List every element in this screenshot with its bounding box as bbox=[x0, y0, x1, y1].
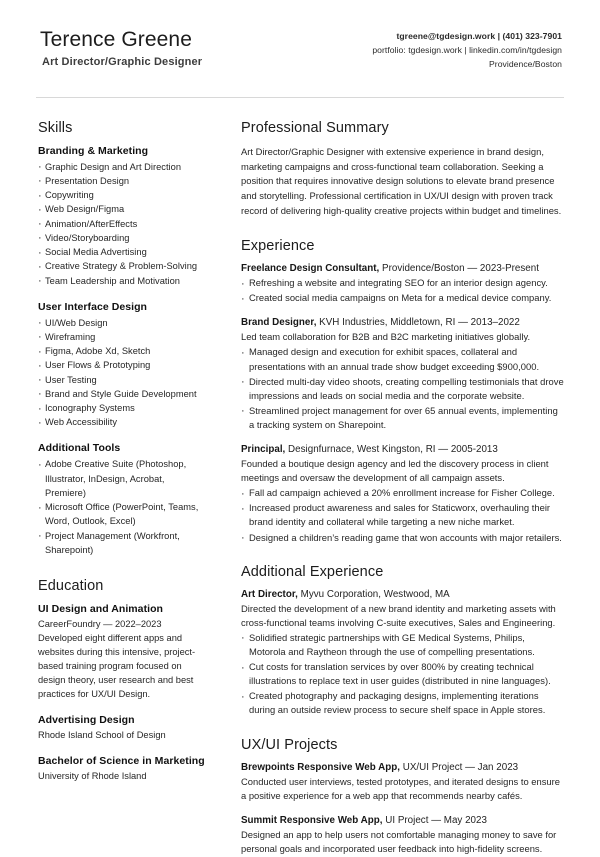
education-degree: UI Design and Animation bbox=[38, 603, 164, 616]
education-meta: CareerFoundry — 2022–2023 bbox=[38, 619, 162, 630]
experience-entry bbox=[241, 317, 564, 432]
list-item: · Figma, Adobe Xd, Sketch bbox=[38, 344, 206, 358]
list-item: · Microsoft Office (PowerPoint, Teams, Word, Outlook, Excel) bbox=[38, 500, 206, 528]
header-divider bbox=[36, 97, 564, 98]
summary-heading: Professional Summary bbox=[241, 119, 389, 136]
entry-lead: Designed an app to help users not comfortable managing money to save for personal goals and incorporated user feedback into high-fidelity screens. bbox=[241, 828, 557, 854]
education-degree: Bachelor of Science in Marketing bbox=[38, 754, 205, 767]
list-item: · Social Media Advertising bbox=[38, 245, 206, 259]
contact-block bbox=[372, 26, 562, 72]
entry-meta: KVH Industries, Middletown, RI — 2013–2022 bbox=[316, 317, 520, 329]
list-item: · User Testing bbox=[38, 373, 206, 387]
list-item: · Iconography Systems bbox=[38, 401, 206, 415]
entry-bullets bbox=[241, 345, 564, 432]
entry-role: Brewpoints Responsive Web App, bbox=[241, 761, 401, 773]
left-column bbox=[38, 120, 218, 857]
education-meta: Rhode Island School of Design bbox=[38, 729, 166, 740]
list-item: · Animation/AfterEffects bbox=[38, 217, 206, 231]
entry-heading bbox=[241, 589, 564, 600]
education-meta: University of Rhode Island bbox=[38, 770, 147, 781]
skills-group bbox=[38, 301, 206, 430]
list-item: · Increased product awareness and sales for Staticworx, overhauling their brand identity and collateral while targeting a new niche market. bbox=[241, 501, 564, 529]
entry-role: Summit Responsive Web App, bbox=[241, 814, 383, 826]
list-item: · Team Leadership and Motivation bbox=[38, 274, 206, 288]
list-item: · Copywriting bbox=[38, 188, 206, 202]
skills-group-title: Branding & Marketing bbox=[38, 144, 149, 157]
contact-portfolio-linkedin[interactable]: portfolio: tgdesign.work | linkedin.com/in/tgdesign bbox=[372, 44, 562, 55]
entry-lead: Conducted user interviews, tested prototypes, and iterated designs to ensure a positive experience for a web app that recommends nearby cafés. bbox=[241, 775, 560, 801]
entry-lead: Founded a boutique design agency and led the discovery process in client meetings and oversaw the development of all campaign assets. bbox=[241, 458, 549, 484]
list-item: · Brand and Style Guide Development bbox=[38, 387, 206, 401]
skills-group bbox=[38, 145, 206, 288]
education-description: Developed eight different apps and websites during this intensive, project-based training program focused on design theory, user research and best practices for UX/UI Design. bbox=[38, 632, 196, 699]
right-column bbox=[218, 120, 564, 857]
list-item: · Designed a children’s reading game that won accounts with major retailers. bbox=[241, 531, 564, 545]
experience-entry bbox=[241, 263, 564, 305]
entry-lead: Led team collaboration for B2B and B2C marketing initiatives globally. bbox=[241, 331, 531, 343]
resume-columns bbox=[30, 120, 570, 857]
experience-heading: Experience bbox=[241, 238, 315, 255]
section-experience bbox=[241, 238, 564, 545]
entry-meta: UX/UI Project — Jan 2023 bbox=[400, 761, 519, 773]
list-item: · Solidified strategic partnerships with GE Medical Systems, Philips, Motorola and Raytheon through the use of compelling presentations. bbox=[241, 631, 564, 659]
skills-groups bbox=[38, 145, 206, 557]
entry-heading bbox=[241, 317, 564, 328]
list-item: · Created photography and packaging designs, implementing iterations during an outside review process to secure shelf space in Apple stores. bbox=[241, 689, 564, 717]
list-item: · Graphic Design and Art Direction bbox=[38, 160, 206, 174]
experience-entries bbox=[241, 263, 564, 545]
list-item: · Wireframing bbox=[38, 330, 206, 344]
section-uxui-projects bbox=[241, 737, 564, 856]
entry-meta: Myvu Corporation, Westwood, MA bbox=[297, 588, 450, 600]
list-item: · Directed multi-day video shoots, creating compelling testimonials that drove impressions and leads on social media and the corporate website. bbox=[241, 375, 564, 403]
projects-heading: UX/UI Projects bbox=[241, 736, 338, 753]
entry-meta: UI Project — May 2023 bbox=[382, 814, 487, 826]
entry-role: Freelance Design Consultant, bbox=[241, 263, 380, 275]
summary-text: Art Director/Graphic Designer with extensive experience in brand design, marketing campaigns and cross-functional team collaboration. Seeking a position that requires innovative design solutions to elevate brand presence and storytelling. Professional certification in UX/UI design with proven track record of delivering high-quality creative projects within budget and timelines. bbox=[241, 145, 562, 217]
section-education bbox=[38, 578, 206, 784]
skills-group-title: Additional Tools bbox=[38, 442, 121, 455]
list-item: · UI/Web Design bbox=[38, 316, 206, 330]
entry-heading bbox=[241, 444, 564, 455]
entry-bullets bbox=[241, 276, 564, 305]
section-professional-summary bbox=[241, 120, 564, 219]
entry-lead: Directed the development of a new brand identity and marketing assets with cross-functional teams involving C-suite executives, Sales and Engineering. bbox=[241, 602, 556, 628]
list-item: · Created social media campaigns on Meta for a medical device company. bbox=[241, 291, 564, 305]
entry-heading bbox=[241, 762, 564, 773]
skills-group bbox=[38, 442, 206, 557]
list-item: · Refreshing a website and integrating SEO for an interior design agency. bbox=[241, 276, 564, 290]
entry-role: Brand Designer, bbox=[241, 317, 317, 329]
education-entries bbox=[38, 603, 206, 784]
entry-heading bbox=[241, 815, 564, 826]
education-entry bbox=[38, 714, 206, 743]
candidate-name: Terence Greene bbox=[40, 28, 192, 51]
additional-experience-entries bbox=[241, 589, 564, 718]
entry-meta: Providence/Boston — 2023-Present bbox=[379, 263, 539, 275]
list-item: · Web Accessibility bbox=[38, 415, 206, 429]
list-item: · Fall ad campaign achieved a 20% enrollment increase for Fisher College. bbox=[241, 486, 564, 500]
entry-meta: Designfurnace, West Kingston, RI — 2005-2013 bbox=[285, 444, 498, 456]
list-item: · Web Design/Figma bbox=[38, 202, 206, 216]
education-entry bbox=[38, 603, 206, 702]
identity-block bbox=[40, 26, 202, 68]
entry-bullets bbox=[241, 631, 564, 718]
contact-location: Providence/Boston bbox=[489, 58, 562, 69]
candidate-role: Art Director/Graphic Designer bbox=[42, 55, 203, 68]
entry-bullets bbox=[241, 486, 564, 544]
education-heading: Education bbox=[38, 578, 104, 595]
entry-role: Principal, bbox=[241, 444, 286, 456]
contact-email-phone[interactable]: tgreene@tgdesign.work | (401) 323-7901 bbox=[396, 31, 562, 41]
education-degree: Advertising Design bbox=[38, 713, 135, 726]
section-skills bbox=[38, 120, 206, 557]
entry-heading bbox=[241, 263, 564, 274]
list-item: · Creative Strategy & Problem-Solving bbox=[38, 259, 206, 273]
experience-entry bbox=[241, 444, 564, 545]
list-item: · Managed design and execution for exhibit spaces, collateral and presentations with an annual trade show budget exceeding $900,000. bbox=[241, 345, 564, 373]
resume-header bbox=[30, 26, 570, 72]
list-item: · Streamlined project management for over 65 annual events, implementing a tracking system on Sharepoint. bbox=[241, 404, 564, 432]
skills-heading: Skills bbox=[38, 119, 73, 136]
education-entry bbox=[38, 755, 206, 784]
additional-experience-entry bbox=[241, 589, 564, 718]
section-additional-experience bbox=[241, 564, 564, 718]
project-entry bbox=[241, 815, 564, 856]
list-item: · Adobe Creative Suite (Photoshop, Illustrator, InDesign, Acrobat, Premiere) bbox=[38, 457, 206, 500]
skills-group-title: User Interface Design bbox=[38, 300, 148, 313]
list-item: · Presentation Design bbox=[38, 174, 206, 188]
project-entry bbox=[241, 762, 564, 803]
entry-role: Art Director, bbox=[241, 588, 298, 600]
list-item: · Video/Storyboarding bbox=[38, 231, 206, 245]
skills-list bbox=[38, 316, 206, 430]
list-item: · Cut costs for translation services by over 800% by creating technical illustrations to replace text in user guides (distributed in nine languages). bbox=[241, 660, 564, 688]
list-item: · User Flows & Prototyping bbox=[38, 358, 206, 372]
skills-list bbox=[38, 160, 206, 288]
list-item: · Project Management (Workfront, Sharepoint) bbox=[38, 529, 206, 557]
additional-experience-heading: Additional Experience bbox=[241, 563, 384, 580]
skills-list bbox=[38, 457, 206, 557]
